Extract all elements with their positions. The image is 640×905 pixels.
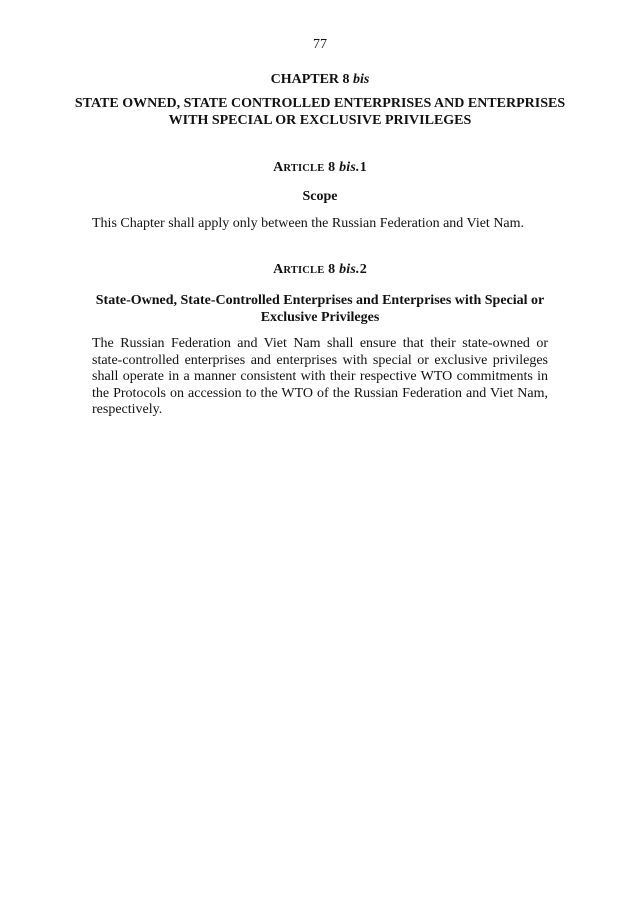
- article-1-text: This Chapter shall apply only between the Russian Federation and Viet Nam.: [92, 216, 525, 231]
- article-2-title: State-Owned, State-Controlled Enterprises and Enterprises with Special or Exclusive Privileges: [95, 293, 545, 325]
- chapter-suffix: bis: [353, 72, 370, 87]
- chapter-subtitle: STATE OWNED, STATE CONTROLLED ENTERPRISES AND ENTERPRISES WITH SPECIAL OR EXCLUSIVE PRIVILEGES: [74, 96, 566, 128]
- article-1-number: 8: [328, 160, 336, 175]
- article-1-heading: [0, 160, 640, 176]
- article-2-first-letter: A: [273, 262, 284, 277]
- chapter-title: [0, 72, 640, 88]
- article-2-suffix: bis.: [339, 262, 360, 277]
- article-2-number: 8: [328, 262, 336, 277]
- article-2-index: 2: [359, 262, 367, 277]
- article-1-rest: RTICLE: [283, 163, 325, 174]
- article-2-rest: RTICLE: [283, 265, 325, 276]
- article-1-index: 1: [359, 160, 367, 175]
- article-1-first-letter: A: [273, 160, 284, 175]
- article-2-heading: [0, 262, 640, 278]
- article-2-text: The Russian Federation and Viet Nam shall ensure that their state-owned or state-controlled enterprises and enterprises with special or exclusive privileges shall operate in a manner consistent with their respective WTO commitments in the Protocols on accession to the WTO of the Russian Federation and Viet Nam, respectively.: [92, 336, 548, 417]
- article-1-suffix: bis.: [339, 160, 360, 175]
- page-number: 77: [313, 37, 327, 52]
- article-1-title: Scope: [302, 189, 338, 204]
- chapter-label: CHAPTER 8: [270, 72, 350, 87]
